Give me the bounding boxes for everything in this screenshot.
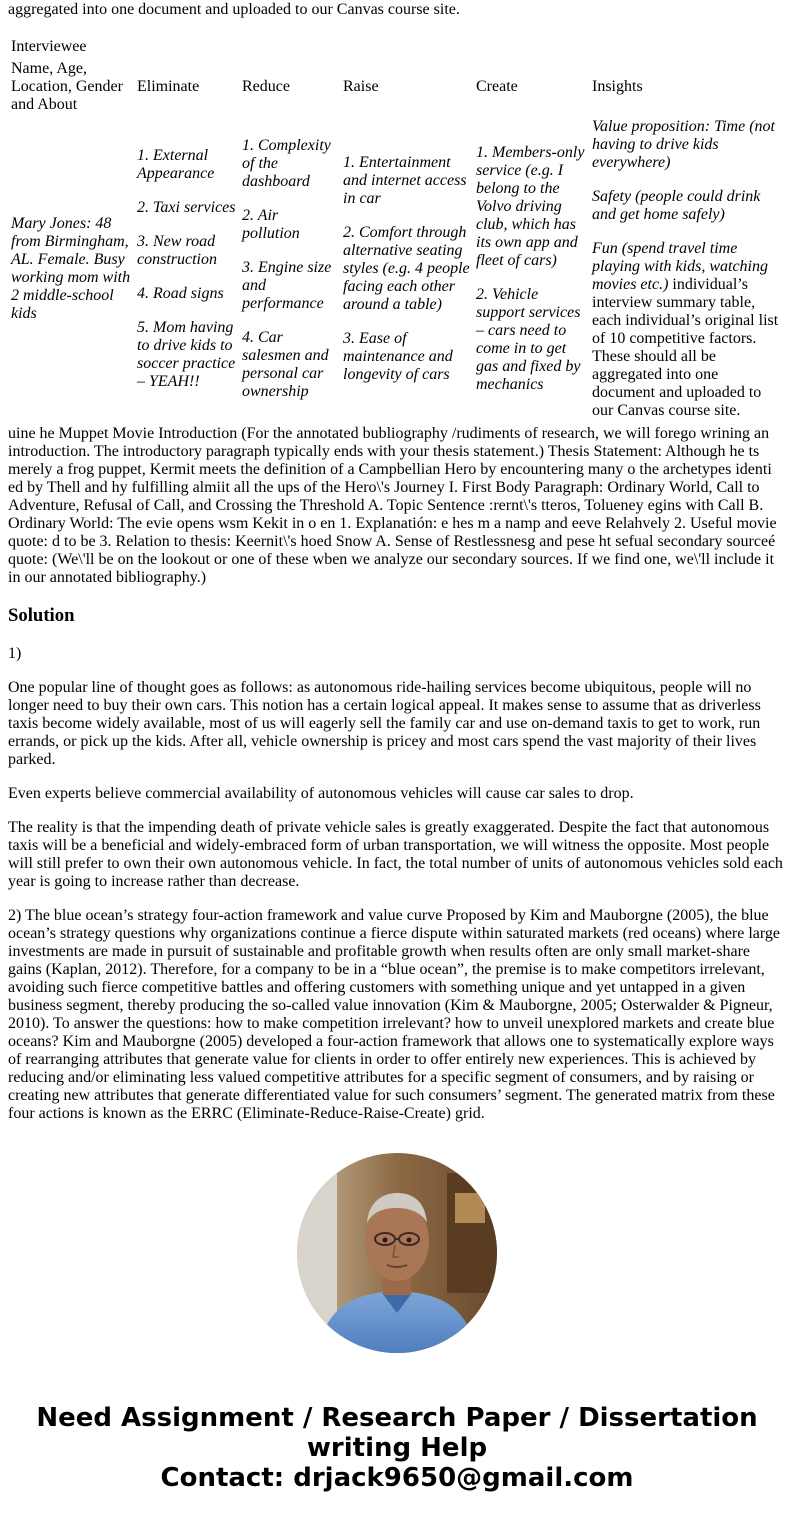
eliminate-item: 5. Mom having to drive kids to soccer practice – YEAH!! xyxy=(137,319,236,390)
solution-heading: Solution xyxy=(8,605,75,626)
table-header-row xyxy=(10,59,784,115)
reduce-item: 2. Air pollution xyxy=(242,207,300,242)
cta-line-1: Need Assignment / Research Paper / Dissertation xyxy=(36,1403,758,1433)
reduce-item: 4. Car salesmen and personal car ownership xyxy=(242,329,329,400)
insight-item-last xyxy=(592,240,783,420)
cta-line-2: writing Help xyxy=(306,1433,488,1463)
raise-item: 1. Entertainment and internet access in car xyxy=(343,154,467,207)
insight-item: Value proposition: Time (not having to drive kids everywhere) xyxy=(592,118,775,171)
raise-item: 2. Comfort through alternative seating styles (e.g. 4 people facing each other around a table) xyxy=(343,224,470,313)
eliminate-item: 2. Taxi services xyxy=(137,199,236,216)
solution-paragraph: Even experts believe commercial availability of autonomous vehicles will cause car sales to drop. xyxy=(8,785,634,802)
errc-table xyxy=(8,35,786,423)
cell-insights xyxy=(591,117,784,421)
header-interviewee: Name, Age, Location, Gender and About xyxy=(11,60,123,113)
muppet-paragraph: uine he Muppet Movie Introduction (For the annotated bubliography /rudiments of research, we will forego wrining an introduction. The introductory paragraph typically ends with your thesis statement.) Thesis Statement: Although he ts merely a frog puppet, Kermit meets the definition of a Campbellian Hero by encountering many o the archetypes identi ed by Thell and hy fulfilling almiit all the ups of the Hero\'s Journey I. First Body Paragraph: Ordinary World, Call to Adventure, Refusal of Call, and Crossing the Threshold A. Topic Sentence :rernt\'s tteros, Tolueney egins with Call B. Ordinary World: The evie opens wsm Kekit in o en 1. Explanatión: e hes m a namp and eeve Relahvely 2. Useful movie quote: d to be 3. Relation to thesis: Keernit\'s hoed Snow A. Sense of Restlessnesg and pese ht sefual secondary sourceé quote: (We\'ll be on the lookout or one of these wben we analyze our secondary sources. If we find one, we\'ll include it in our annotated bibliography.) xyxy=(8,425,777,586)
document-body xyxy=(8,0,786,1123)
insight-fun-text: Fun (spend travel time playing with kids, watching movies etc.) xyxy=(592,240,768,293)
insight-item: Safety (people could drink and get home safely) xyxy=(592,188,761,223)
cell-interviewee: Mary Jones: 48 from Birmingham, AL. Female. Busy working mom with 2 middle-school kids xyxy=(11,215,131,322)
eliminate-item: 1. External Appearance xyxy=(137,147,215,182)
cell-create xyxy=(475,117,589,421)
create-item: 1. Members-only service (e.g. I belong to the Volvo driving club, which has its own app and fleet of cars) xyxy=(476,144,585,269)
solution-paragraph: 1) xyxy=(8,645,22,662)
intro-paragraph: aggregated into one document and uploaded to our Canvas course site. xyxy=(8,1,460,18)
raise-item: 3. Ease of maintenance and longevity of cars xyxy=(343,330,453,383)
solution-paragraph: 2) The blue ocean’s strategy four-action framework and value curve Proposed by Kim and Mauborgne (2005), the blue ocean’s strategy questions why organizations continue a fierce dispute within saturated markets (red oceans) where large investments are made in pursuit of sustainable and profitable growth when results often are only small market-share gains (Kaplan, 2012). Therefore, for a company to be in a “blue ocean”, the premise is to make competitors irrelevant, avoiding such fierce competitive battles and offering customers with something unique and yet untapped in a given business segment, thereby producing the so-called value innovation (Kim & Mauborgne, 2005; Osterwalder & Pigneur, 2010). To answer the questions: how to make competition irrelevant? how to unveil unexplored markets and create blue oceans? Kim and Mauborgne (2005) developed a four-action framework that allows one to systematically explore ways of rearranging attributes that generate value for clients in order to offer entirely new experiences. This is achieved by reducing and/or eliminating less valued competitive attributes for a specific segment of consumers, and by raising or creating new attributes that generate differentiated value for such consumers’ segment. The generated matrix from these four actions is known as the ERRC (Eliminate-Reduce-Raise-Create) grid. xyxy=(8,907,781,1122)
reduce-item: 1. Complexity of the dashboard xyxy=(242,137,331,190)
contact-banner xyxy=(0,1403,794,1493)
create-item: 2. Vehicle support services – cars need to come in to get gas and fixed by mechanics xyxy=(476,286,581,393)
header-raise: Raise xyxy=(343,78,379,95)
table-row xyxy=(10,117,784,421)
cell-eliminate xyxy=(136,117,239,421)
cell-raise xyxy=(342,117,473,421)
portrait-image xyxy=(297,1153,497,1353)
cell-reduce xyxy=(241,117,340,421)
author-photo xyxy=(297,1153,497,1353)
insight-trailing-text: individual’s interview summary table, each individual’s original list of 10 competitive factors. These should all be aggregated into one document and uploaded to our Canvas course site. xyxy=(592,276,779,419)
header-reduce: Reduce xyxy=(242,78,290,95)
eliminate-item: 3. New road construction xyxy=(137,233,217,268)
cta-contact-email[interactable]: Contact: drjack9650@gmail.com xyxy=(160,1463,634,1493)
eliminate-item: 4. Road signs xyxy=(137,285,224,302)
reduce-item: 3. Engine size and performance xyxy=(242,259,332,312)
table-title: Interviewee xyxy=(11,38,87,55)
header-eliminate: Eliminate xyxy=(137,78,200,95)
header-insights: Insights xyxy=(592,78,643,95)
solution-paragraph: One popular line of thought goes as follows: as autonomous ride-hailing services become ubiquitous, people will no longer need to buy their own cars. This notion has a certain logical appeal. It makes sense to assume that as driverless taxis become widely available, most of us will eagerly sell the family car and use on-demand taxis to get to work, run errands, or pick up the kids. After all, vehicle ownership is pricey and most cars spend the vast majority of their lives parked. xyxy=(8,679,761,768)
header-create: Create xyxy=(476,78,518,95)
solution-paragraph: The reality is that the impending death of private vehicle sales is greatly exaggerated. Despite the fact that autonomous taxis will be a beneficial and widely-embraced form of urban transportation, we will witness the opposite. Most people will still prefer to own their own autonomous vehicle. In fact, the total number of units of autonomous vehicles sold each year is going to increase rather than decrease. xyxy=(8,819,783,890)
